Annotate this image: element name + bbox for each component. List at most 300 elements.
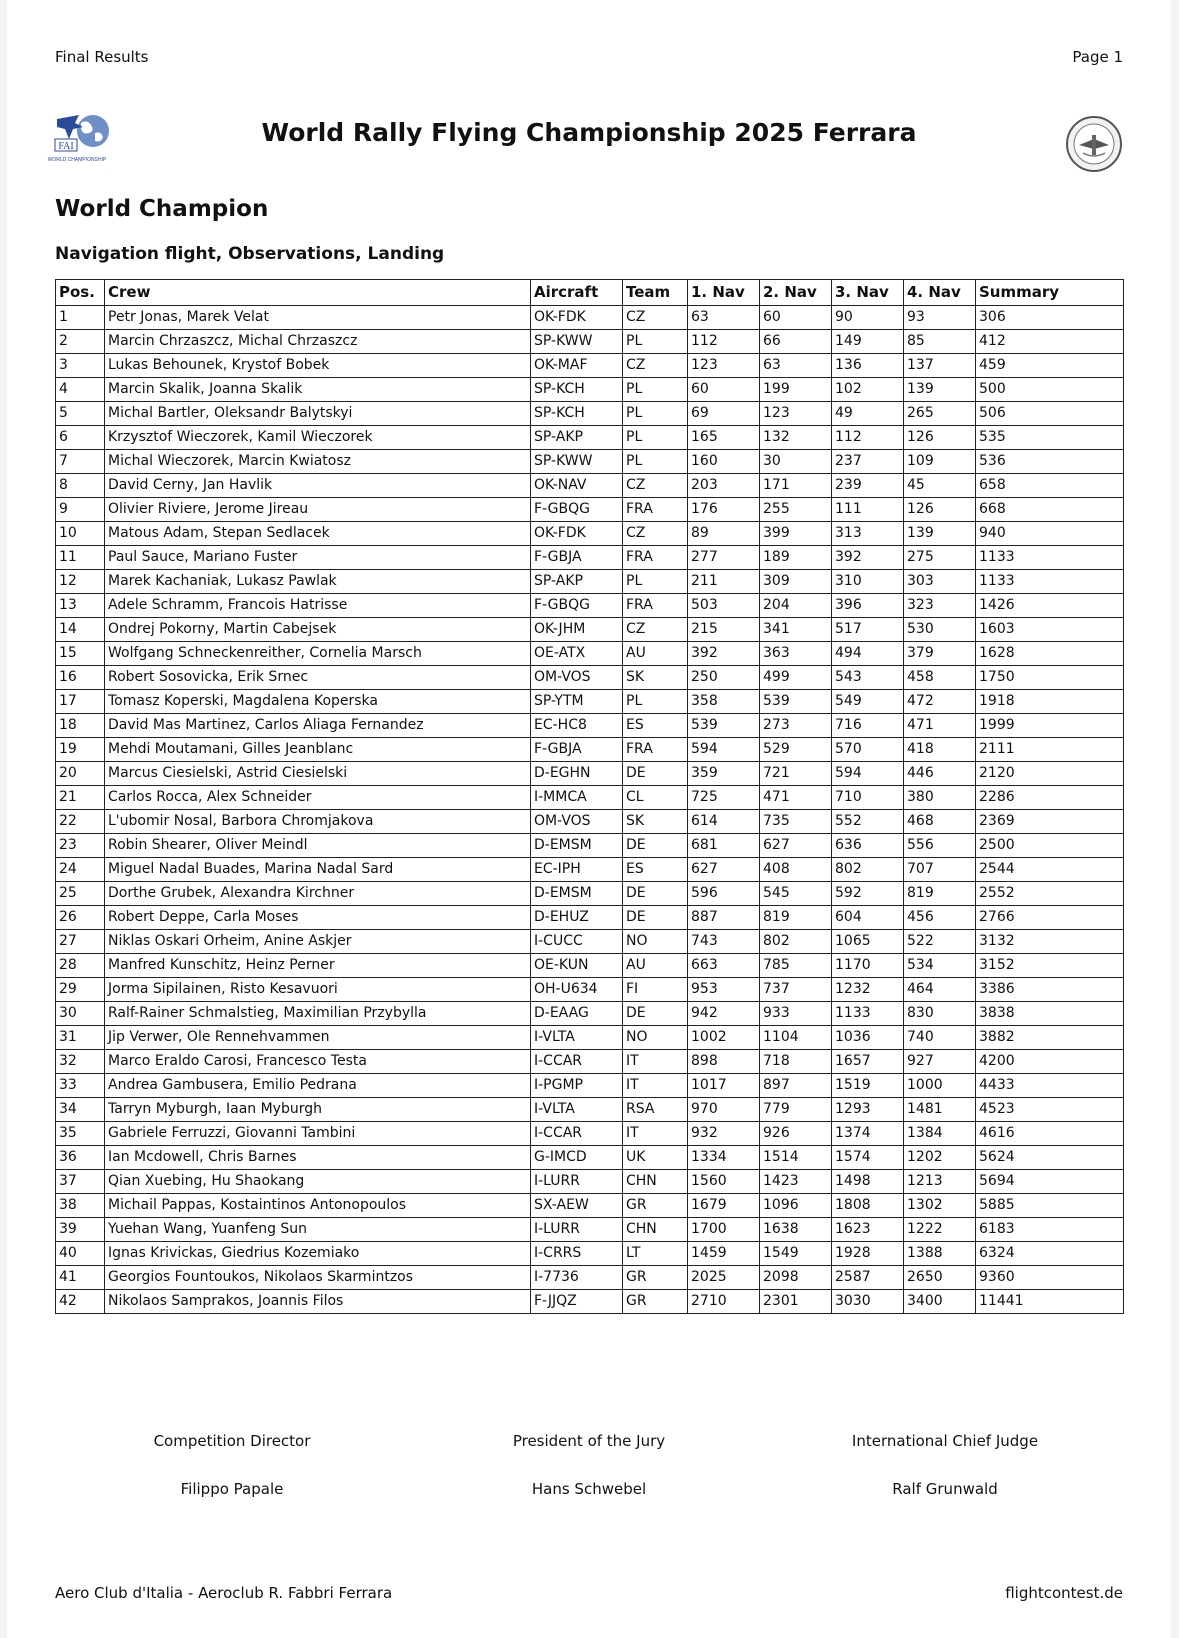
cell-crew: Marcus Ciesielski, Astrid Ciesielski	[105, 762, 531, 786]
cell-pos: 12	[56, 570, 105, 594]
cell-nav2: 802	[760, 930, 832, 954]
table-row	[56, 642, 1124, 666]
cell-nav2: 539	[760, 690, 832, 714]
cell-pos: 27	[56, 930, 105, 954]
cell-nav1: 358	[688, 690, 760, 714]
cell-nav3: 310	[832, 570, 904, 594]
cell-summary: 2766	[976, 906, 1124, 930]
cell-nav1: 614	[688, 810, 760, 834]
cell-nav4: 556	[904, 834, 976, 858]
cell-team: CL	[623, 786, 688, 810]
cell-crew: Niklas Oskari Orheim, Anine Askjer	[105, 930, 531, 954]
cell-pos: 40	[56, 1242, 105, 1266]
cell-team: CZ	[623, 522, 688, 546]
cell-pos: 39	[56, 1218, 105, 1242]
cell-nav4: 323	[904, 594, 976, 618]
cell-pos: 41	[56, 1266, 105, 1290]
cell-nav1: 942	[688, 1002, 760, 1026]
cell-nav2: 63	[760, 354, 832, 378]
cell-nav2: 66	[760, 330, 832, 354]
cell-nav1: 1017	[688, 1074, 760, 1098]
column-header-team: Team	[623, 280, 688, 306]
cell-crew: Nikolaos Samprakos, Joannis Filos	[105, 1290, 531, 1314]
cell-nav4: 740	[904, 1026, 976, 1050]
cell-team: CHN	[623, 1170, 688, 1194]
cell-nav4: 1213	[904, 1170, 976, 1194]
cell-aircraft: OK-FDK	[531, 306, 623, 330]
table-row	[56, 690, 1124, 714]
cell-aircraft: I-LURR	[531, 1170, 623, 1194]
cell-pos: 31	[56, 1026, 105, 1050]
cell-team: IT	[623, 1074, 688, 1098]
cell-team: DE	[623, 882, 688, 906]
cell-team: IT	[623, 1122, 688, 1146]
cell-nav2: 1096	[760, 1194, 832, 1218]
cell-nav2: 933	[760, 1002, 832, 1026]
table-row	[56, 570, 1124, 594]
cell-summary: 4433	[976, 1074, 1124, 1098]
cell-nav3: 1065	[832, 930, 904, 954]
column-header-nav2: 2. Nav	[760, 280, 832, 306]
cell-nav1: 503	[688, 594, 760, 618]
cell-aircraft: SP-AKP	[531, 570, 623, 594]
table-row	[56, 1242, 1124, 1266]
column-header-nav3: 3. Nav	[832, 280, 904, 306]
cell-pos: 19	[56, 738, 105, 762]
cell-nav2: 499	[760, 666, 832, 690]
cell-nav1: 165	[688, 426, 760, 450]
cell-nav1: 359	[688, 762, 760, 786]
signature-name-competition-director: Filippo Papale	[180, 1480, 284, 1498]
cell-summary: 1918	[976, 690, 1124, 714]
cell-crew: Yuehan Wang, Yuanfeng Sun	[105, 1218, 531, 1242]
table-row	[56, 594, 1124, 618]
cell-summary: 412	[976, 330, 1124, 354]
cell-aircraft: G-IMCD	[531, 1146, 623, 1170]
cell-team: FRA	[623, 594, 688, 618]
cell-crew: Olivier Riviere, Jerome Jireau	[105, 498, 531, 522]
cell-team: GR	[623, 1194, 688, 1218]
cell-summary: 2552	[976, 882, 1124, 906]
cell-pos: 20	[56, 762, 105, 786]
cell-nav2: 897	[760, 1074, 832, 1098]
cell-crew: Ian Mcdowell, Chris Barnes	[105, 1146, 531, 1170]
cell-summary: 1133	[976, 546, 1124, 570]
cell-pos: 21	[56, 786, 105, 810]
cell-summary: 668	[976, 498, 1124, 522]
cell-summary: 306	[976, 306, 1124, 330]
cell-nav1: 215	[688, 618, 760, 642]
cell-crew: Manfred Kunschitz, Heinz Perner	[105, 954, 531, 978]
cell-crew: Michal Bartler, Oleksandr Balytskyi	[105, 402, 531, 426]
cell-nav2: 1423	[760, 1170, 832, 1194]
cell-nav4: 3400	[904, 1290, 976, 1314]
cell-team: DE	[623, 834, 688, 858]
cell-nav2: 199	[760, 378, 832, 402]
cell-summary: 2286	[976, 786, 1124, 810]
cell-pos: 5	[56, 402, 105, 426]
cell-nav3: 1519	[832, 1074, 904, 1098]
cell-pos: 32	[56, 1050, 105, 1074]
cell-aircraft: F-JJQZ	[531, 1290, 623, 1314]
cell-nav2: 1514	[760, 1146, 832, 1170]
cell-aircraft: OK-NAV	[531, 474, 623, 498]
table-row	[56, 666, 1124, 690]
cell-nav3: 802	[832, 858, 904, 882]
cell-nav2: 408	[760, 858, 832, 882]
cell-summary: 658	[976, 474, 1124, 498]
document-title: World Rally Flying Championship 2025 Ferrara	[261, 118, 917, 147]
cell-crew: Marek Kachaniak, Lukasz Pawlak	[105, 570, 531, 594]
cell-nav3: 111	[832, 498, 904, 522]
page-number: Page 1	[1072, 48, 1123, 66]
cell-nav3: 1928	[832, 1242, 904, 1266]
cell-nav1: 887	[688, 906, 760, 930]
cell-crew: Matous Adam, Stepan Sedlacek	[105, 522, 531, 546]
cell-nav2: 399	[760, 522, 832, 546]
cell-nav1: 250	[688, 666, 760, 690]
cell-nav4: 379	[904, 642, 976, 666]
cell-team: PL	[623, 450, 688, 474]
cell-aircraft: I-CCAR	[531, 1050, 623, 1074]
cell-nav3: 1170	[832, 954, 904, 978]
cell-nav2: 627	[760, 834, 832, 858]
cell-pos: 38	[56, 1194, 105, 1218]
cell-team: IT	[623, 1050, 688, 1074]
cell-nav4: 418	[904, 738, 976, 762]
table-row	[56, 762, 1124, 786]
cell-pos: 26	[56, 906, 105, 930]
cell-pos: 2	[56, 330, 105, 354]
cell-nav3: 1133	[832, 1002, 904, 1026]
cell-nav1: 69	[688, 402, 760, 426]
cell-aircraft: I-7736	[531, 1266, 623, 1290]
table-row	[56, 906, 1124, 930]
cell-pos: 14	[56, 618, 105, 642]
cell-nav4: 139	[904, 378, 976, 402]
cell-summary: 500	[976, 378, 1124, 402]
cell-team: FRA	[623, 546, 688, 570]
cell-nav3: 237	[832, 450, 904, 474]
cell-summary: 4616	[976, 1122, 1124, 1146]
table-row	[56, 1218, 1124, 1242]
cell-summary: 940	[976, 522, 1124, 546]
cell-nav2: 737	[760, 978, 832, 1002]
column-header-aircraft: Aircraft	[531, 280, 623, 306]
cell-nav4: 1222	[904, 1218, 976, 1242]
results-table-body	[56, 306, 1124, 1314]
cell-pos: 22	[56, 810, 105, 834]
cell-crew: Mehdi Moutamani, Gilles Jeanblanc	[105, 738, 531, 762]
cell-nav4: 1481	[904, 1098, 976, 1122]
cell-nav4: 126	[904, 498, 976, 522]
cell-crew: Robert Deppe, Carla Moses	[105, 906, 531, 930]
table-row	[56, 930, 1124, 954]
table-row	[56, 1170, 1124, 1194]
cell-crew: Ralf-Rainer Schmalstieg, Maximilian Przybylla	[105, 1002, 531, 1026]
cell-nav1: 123	[688, 354, 760, 378]
cell-nav4: 830	[904, 1002, 976, 1026]
signature-role-chief-judge: International Chief Judge	[851, 1432, 1039, 1450]
cell-summary: 6324	[976, 1242, 1124, 1266]
cell-nav2: 204	[760, 594, 832, 618]
cell-nav1: 725	[688, 786, 760, 810]
cell-aircraft: I-MMCA	[531, 786, 623, 810]
signature-role-competition-director: Competition Director	[153, 1432, 311, 1450]
cell-nav2: 189	[760, 546, 832, 570]
cell-summary: 1603	[976, 618, 1124, 642]
cell-nav2: 529	[760, 738, 832, 762]
cell-nav4: 1388	[904, 1242, 976, 1266]
cell-team: FRA	[623, 498, 688, 522]
cell-summary: 1628	[976, 642, 1124, 666]
table-row	[56, 786, 1124, 810]
cell-nav2: 2301	[760, 1290, 832, 1314]
table-row	[56, 618, 1124, 642]
cell-aircraft: D-EHUZ	[531, 906, 623, 930]
cell-pos: 42	[56, 1290, 105, 1314]
cell-team: SK	[623, 666, 688, 690]
cell-team: SK	[623, 810, 688, 834]
cell-crew: Ondrej Pokorny, Martin Cabejsek	[105, 618, 531, 642]
table-row	[56, 1266, 1124, 1290]
cell-pos: 16	[56, 666, 105, 690]
cell-crew: Petr Jonas, Marek Velat	[105, 306, 531, 330]
cell-pos: 30	[56, 1002, 105, 1026]
cell-summary: 9360	[976, 1266, 1124, 1290]
cell-team: PL	[623, 402, 688, 426]
cell-crew: Michail Pappas, Kostaintinos Antonopoulos	[105, 1194, 531, 1218]
cell-nav3: 239	[832, 474, 904, 498]
cell-nav1: 627	[688, 858, 760, 882]
cell-nav2: 2098	[760, 1266, 832, 1290]
cell-nav3: 396	[832, 594, 904, 618]
cell-pos: 36	[56, 1146, 105, 1170]
cell-aircraft: OK-MAF	[531, 354, 623, 378]
cell-nav4: 446	[904, 762, 976, 786]
cell-pos: 11	[56, 546, 105, 570]
cell-nav4: 139	[904, 522, 976, 546]
cell-summary: 6183	[976, 1218, 1124, 1242]
cell-summary: 3152	[976, 954, 1124, 978]
cell-nav2: 785	[760, 954, 832, 978]
cell-pos: 29	[56, 978, 105, 1002]
cell-crew: Miguel Nadal Buades, Marina Nadal Sard	[105, 858, 531, 882]
cell-summary: 506	[976, 402, 1124, 426]
cell-nav2: 735	[760, 810, 832, 834]
cell-crew: Dorthe Grubek, Alexandra Kirchner	[105, 882, 531, 906]
table-row	[56, 810, 1124, 834]
cell-nav4: 471	[904, 714, 976, 738]
table-row	[56, 474, 1124, 498]
footer-website: flightcontest.de	[1005, 1584, 1123, 1602]
cell-crew: Jorma Sipilainen, Risto Kesavuori	[105, 978, 531, 1002]
cell-nav4: 534	[904, 954, 976, 978]
cell-nav4: 1302	[904, 1194, 976, 1218]
cell-crew: Marcin Chrzaszcz, Michal Chrzaszcz	[105, 330, 531, 354]
table-row	[56, 546, 1124, 570]
cell-pos: 1	[56, 306, 105, 330]
cell-nav2: 30	[760, 450, 832, 474]
cell-crew: Gabriele Ferruzzi, Giovanni Tambini	[105, 1122, 531, 1146]
cell-team: CZ	[623, 306, 688, 330]
cell-nav1: 392	[688, 642, 760, 666]
table-row	[56, 426, 1124, 450]
fai-logo	[47, 113, 117, 175]
cell-nav2: 721	[760, 762, 832, 786]
cell-nav3: 592	[832, 882, 904, 906]
cell-aircraft: SX-AEW	[531, 1194, 623, 1218]
cell-crew: David Mas Martinez, Carlos Aliaga Fernandez	[105, 714, 531, 738]
cell-aircraft: EC-HC8	[531, 714, 623, 738]
cell-aircraft: OH-U634	[531, 978, 623, 1002]
cell-summary: 5624	[976, 1146, 1124, 1170]
cell-team: DE	[623, 762, 688, 786]
cell-team: NO	[623, 930, 688, 954]
cell-aircraft: I-CRRS	[531, 1242, 623, 1266]
results-table-header	[56, 280, 1124, 306]
cell-nav4: 45	[904, 474, 976, 498]
cell-nav2: 60	[760, 306, 832, 330]
cell-nav1: 596	[688, 882, 760, 906]
table-row	[56, 1074, 1124, 1098]
table-row	[56, 834, 1124, 858]
cell-nav2: 926	[760, 1122, 832, 1146]
cell-nav3: 1374	[832, 1122, 904, 1146]
cell-nav1: 2710	[688, 1290, 760, 1314]
column-header-nav4: 4. Nav	[904, 280, 976, 306]
cell-summary: 4200	[976, 1050, 1124, 1074]
cell-nav4: 456	[904, 906, 976, 930]
cell-pos: 25	[56, 882, 105, 906]
cell-summary: 2120	[976, 762, 1124, 786]
footer-organizer: Aero Club d'Italia - Aeroclub R. Fabbri Ferrara	[55, 1584, 393, 1602]
cell-nav2: 123	[760, 402, 832, 426]
cell-summary: 535	[976, 426, 1124, 450]
cell-nav3: 636	[832, 834, 904, 858]
cell-pos: 18	[56, 714, 105, 738]
cell-aircraft: SP-AKP	[531, 426, 623, 450]
cell-pos: 10	[56, 522, 105, 546]
cell-nav1: 160	[688, 450, 760, 474]
section-subheading: Navigation flight, Observations, Landing	[55, 244, 445, 264]
cell-nav4: 1000	[904, 1074, 976, 1098]
cell-nav2: 309	[760, 570, 832, 594]
cell-nav3: 594	[832, 762, 904, 786]
cell-crew: Adele Schramm, Francois Hatrisse	[105, 594, 531, 618]
cell-aircraft: OE-ATX	[531, 642, 623, 666]
cell-nav2: 471	[760, 786, 832, 810]
cell-nav4: 265	[904, 402, 976, 426]
cell-aircraft: F-GBJA	[531, 546, 623, 570]
cell-team: PL	[623, 378, 688, 402]
cell-nav1: 970	[688, 1098, 760, 1122]
cell-nav1: 277	[688, 546, 760, 570]
cell-team: NO	[623, 1026, 688, 1050]
cell-nav4: 530	[904, 618, 976, 642]
column-header-nav1: 1. Nav	[688, 280, 760, 306]
cell-nav1: 663	[688, 954, 760, 978]
cell-nav3: 517	[832, 618, 904, 642]
cell-nav3: 552	[832, 810, 904, 834]
cell-nav1: 1334	[688, 1146, 760, 1170]
cell-nav3: 1036	[832, 1026, 904, 1050]
cell-nav2: 255	[760, 498, 832, 522]
cell-pos: 17	[56, 690, 105, 714]
signature-name-jury-president: Hans Schwebel	[531, 1480, 647, 1498]
table-row	[56, 354, 1124, 378]
cell-team: ES	[623, 858, 688, 882]
cell-pos: 24	[56, 858, 105, 882]
table-row	[56, 858, 1124, 882]
cell-nav3: 1657	[832, 1050, 904, 1074]
cell-nav3: 102	[832, 378, 904, 402]
cell-aircraft: D-EMSM	[531, 882, 623, 906]
cell-crew: Qian Xuebing, Hu Shaokang	[105, 1170, 531, 1194]
cell-crew: Ignas Krivickas, Giedrius Kozemiako	[105, 1242, 531, 1266]
cell-pos: 6	[56, 426, 105, 450]
cell-nav3: 2587	[832, 1266, 904, 1290]
cell-nav3: 1623	[832, 1218, 904, 1242]
cell-team: FRA	[623, 738, 688, 762]
cell-nav1: 1700	[688, 1218, 760, 1242]
cell-team: AU	[623, 642, 688, 666]
cell-team: UK	[623, 1146, 688, 1170]
cell-nav2: 718	[760, 1050, 832, 1074]
cell-nav3: 1574	[832, 1146, 904, 1170]
cell-team: CZ	[623, 354, 688, 378]
cell-aircraft: I-CUCC	[531, 930, 623, 954]
table-row	[56, 1146, 1124, 1170]
cell-nav4: 380	[904, 786, 976, 810]
cell-nav3: 49	[832, 402, 904, 426]
column-header-pos: Pos.	[56, 280, 105, 306]
cell-pos: 8	[56, 474, 105, 498]
table-row	[56, 498, 1124, 522]
cell-nav3: 494	[832, 642, 904, 666]
cell-summary: 1133	[976, 570, 1124, 594]
cell-nav4: 927	[904, 1050, 976, 1074]
header-left-text: Final Results	[55, 48, 149, 66]
cell-nav4: 522	[904, 930, 976, 954]
cell-crew: David Cerny, Jan Havlik	[105, 474, 531, 498]
table-row	[56, 1098, 1124, 1122]
cell-nav2: 273	[760, 714, 832, 738]
cell-nav3: 112	[832, 426, 904, 450]
table-row	[56, 402, 1124, 426]
cell-aircraft: SP-KWW	[531, 450, 623, 474]
cell-summary: 459	[976, 354, 1124, 378]
cell-aircraft: SP-KCH	[531, 378, 623, 402]
championship-seal	[1065, 115, 1123, 173]
cell-nav3: 543	[832, 666, 904, 690]
cell-summary: 5694	[976, 1170, 1124, 1194]
cell-nav2: 132	[760, 426, 832, 450]
cell-summary: 11441	[976, 1290, 1124, 1314]
cell-pos: 7	[56, 450, 105, 474]
cell-summary: 2544	[976, 858, 1124, 882]
cell-crew: Georgios Fountoukos, Nikolaos Skarmintzos	[105, 1266, 531, 1290]
cell-aircraft: I-LURR	[531, 1218, 623, 1242]
cell-nav3: 1232	[832, 978, 904, 1002]
table-row	[56, 522, 1124, 546]
cell-pos: 37	[56, 1170, 105, 1194]
cell-aircraft: OM-VOS	[531, 810, 623, 834]
cell-team: ES	[623, 714, 688, 738]
cell-nav3: 1498	[832, 1170, 904, 1194]
table-row	[56, 1194, 1124, 1218]
cell-pos: 4	[56, 378, 105, 402]
